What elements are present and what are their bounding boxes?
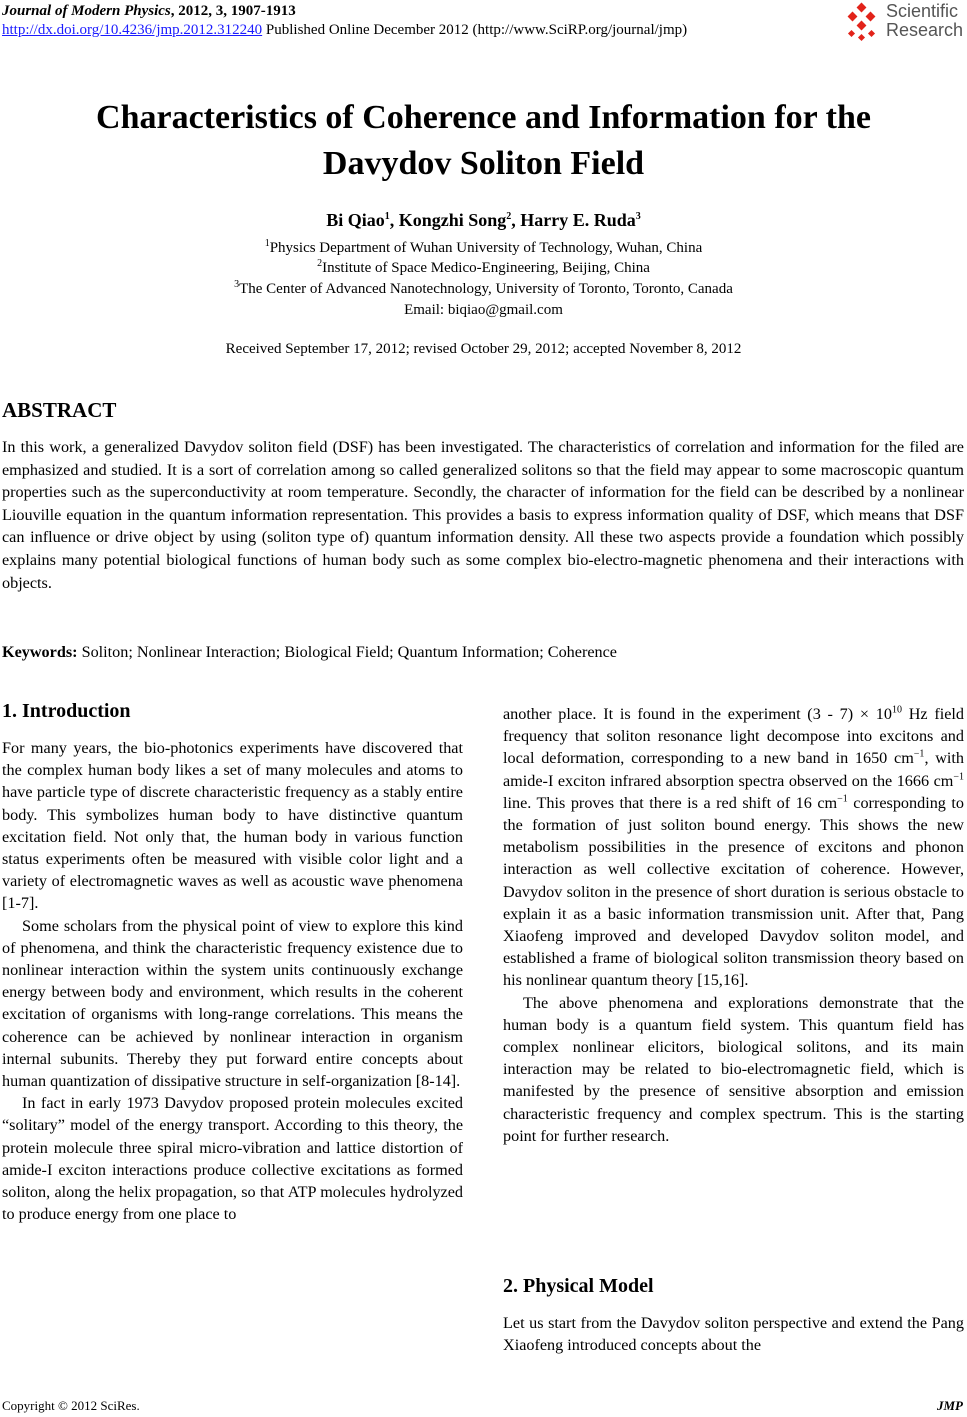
paragraph: Some scholars from the physical point of view to explore this kind of phenomena, and think the characteristic frequency existence due to nonlinear interaction within the system units continuously exchange energy between body and environment, which results in the coherent excitation of organisms with long-range correlations. This means the coherence can be achieved by nonlinear interaction in organism internal subunits. Thereby they put forward entire concepts about human quantization of dissipative structure in self-organization [8-14].	[2, 916, 463, 1091]
published-info: Published Online December 2012 (http://www.SciRP.org/journal/jmp)	[262, 22, 688, 38]
section-1-heading: 1. Introduction	[2, 700, 131, 722]
doi-link[interactable]: http://dx.doi.org/10.4236/jmp.2012.312240	[2, 22, 263, 38]
keywords-list: Soliton; Nonlinear Interaction; Biological Field; Quantum Information; Coherence	[77, 643, 617, 661]
keywords	[2, 643, 617, 662]
affiliation-1: $^1$Physics Department of Wuhan University of Technology, Wuhan, China	[264, 238, 703, 256]
paragraph: For many years, the bio-photonics experiments have discovered that the complex human body likes a set of many molecules and atoms to have particle type of discrete characteristic frequency as a stably entire body. This symbolizes human body to have distinctive quantum excitation field. Not only that, the human body in various function status experiments often be measured with visible color light and a variety of electromagnetic waves as well as acoustic wave phenomena [1-7].	[2, 739, 463, 913]
journal-abbrev-footer: JMP	[937, 1398, 963, 1413]
section-2-heading: 2. Physical Model	[503, 1275, 654, 1297]
author-email: Email: biqiao@gmail.com	[404, 302, 563, 318]
affiliation-2: $^2$Institute of Space Medico-Engineering, Beijing, China	[317, 258, 650, 276]
keywords-label: Keywords:	[2, 643, 78, 661]
logo-text: Scientific Research	[886, 1, 964, 40]
paragraph: another place. It is found in the experiment $(3 - 7) \times 10^{10}$ Hz field frequency that soliton resonance light decompose into excitons and local deformation, corresponding to a new band in 1650 $cm^{-1}$, with amide-I exciton infrared absorption spectra observed on the 1666 $cm^{-1}$ line. This proves that there is a red shift of 16 $cm^{-1}$ corresponding to the formation of just soliton bound energy. This shows the new metabolism possibilities in the presence of excitons and phonon interaction as well collective excitation of coherence. However, Davydov soliton in the presence of short duration is serious obstacle to explain it as a basic information transmission unit. After that, Pang Xiaofeng improved and developed Davydov soliton model, and established a frame of biological soliton transmission theory based on his nonlinear quantum theory [15,16].	[503, 704, 964, 990]
paper-title: Characteristics of Coherence and Information for the Davydov Soliton Field	[96, 99, 871, 182]
doi-line	[2, 22, 687, 39]
scientific-research-logo	[844, 2, 964, 42]
copyright-footer: Copyright © 2012 SciRes.	[2, 1398, 140, 1413]
affiliation-3: $^3$The Center of Advanced Nanotechnology, University of Toronto, Toronto, Canada	[234, 279, 733, 297]
logo-mark-icon	[844, 2, 884, 42]
author-list: Bi Qiao$^1$, Kongzhi Song$^2$, Harry E. Ruda$^3$	[326, 210, 641, 230]
abstract-text: In this work, a generalized Davydov soliton field (DSF) has been investigated. The characteristics of correlation and information for the filed are emphasized and studied. It is a sort of correlation among so called generalized solitons so that the field may appear to some macroscopic quantum properties such as the superconductivity at room temperature. Secondly, the character of information for the field can be described by a nonlinear Liouville equation in the quantum information representation. This provides a basis to express information quality of DSF, which means that DSF can influence or drive object by using (soliton type of) quantum information density. All these two aspects provide a foundation which possibly explains many potential biological functions of human body such as some complex bio-electro-magnetic phenomena and their interactions with objects.	[2, 438, 964, 592]
paragraph: In fact in early 1973 Davydov proposed protein molecules excited “solitary” model of the energy transport. According to this theory, the protein molecule three spiral micro-vibration and lattice distortion of amide-I exciton interactions produce collective excitations as formed soliton, along the helix propagation, so that ATP molecules hydrolyzed to produce energy from one place to	[2, 1094, 463, 1224]
right-column-continued	[503, 1312, 964, 1356]
journal-name: Journal of Modern Physics	[2, 3, 171, 19]
journal-details: , 2012, 3, 1907-1913	[170, 3, 296, 19]
abstract-heading: ABSTRACT	[2, 398, 117, 422]
right-column	[503, 703, 964, 1147]
paragraph: Let us start from the Davydov soliton perspective and extend the Pang Xiaofeng introduced concepts about the	[503, 1314, 964, 1355]
journal-citation	[2, 3, 296, 20]
received-dates: Received September 17, 2012; revised October 29, 2012; accepted November 8, 2012	[225, 341, 742, 357]
paragraph: The above phenomena and explorations demonstrate that the human body is a quantum field system. This quantum field has complex nonlinear elicitors, biological solitons, and its main interaction may be related to bio-electromagnetic field, which is manifested by the presence of sensitive absorption and emission characteristic frequency and complex spectrum. This is the starting point for further research.	[503, 993, 964, 1145]
left-column	[2, 737, 463, 1225]
